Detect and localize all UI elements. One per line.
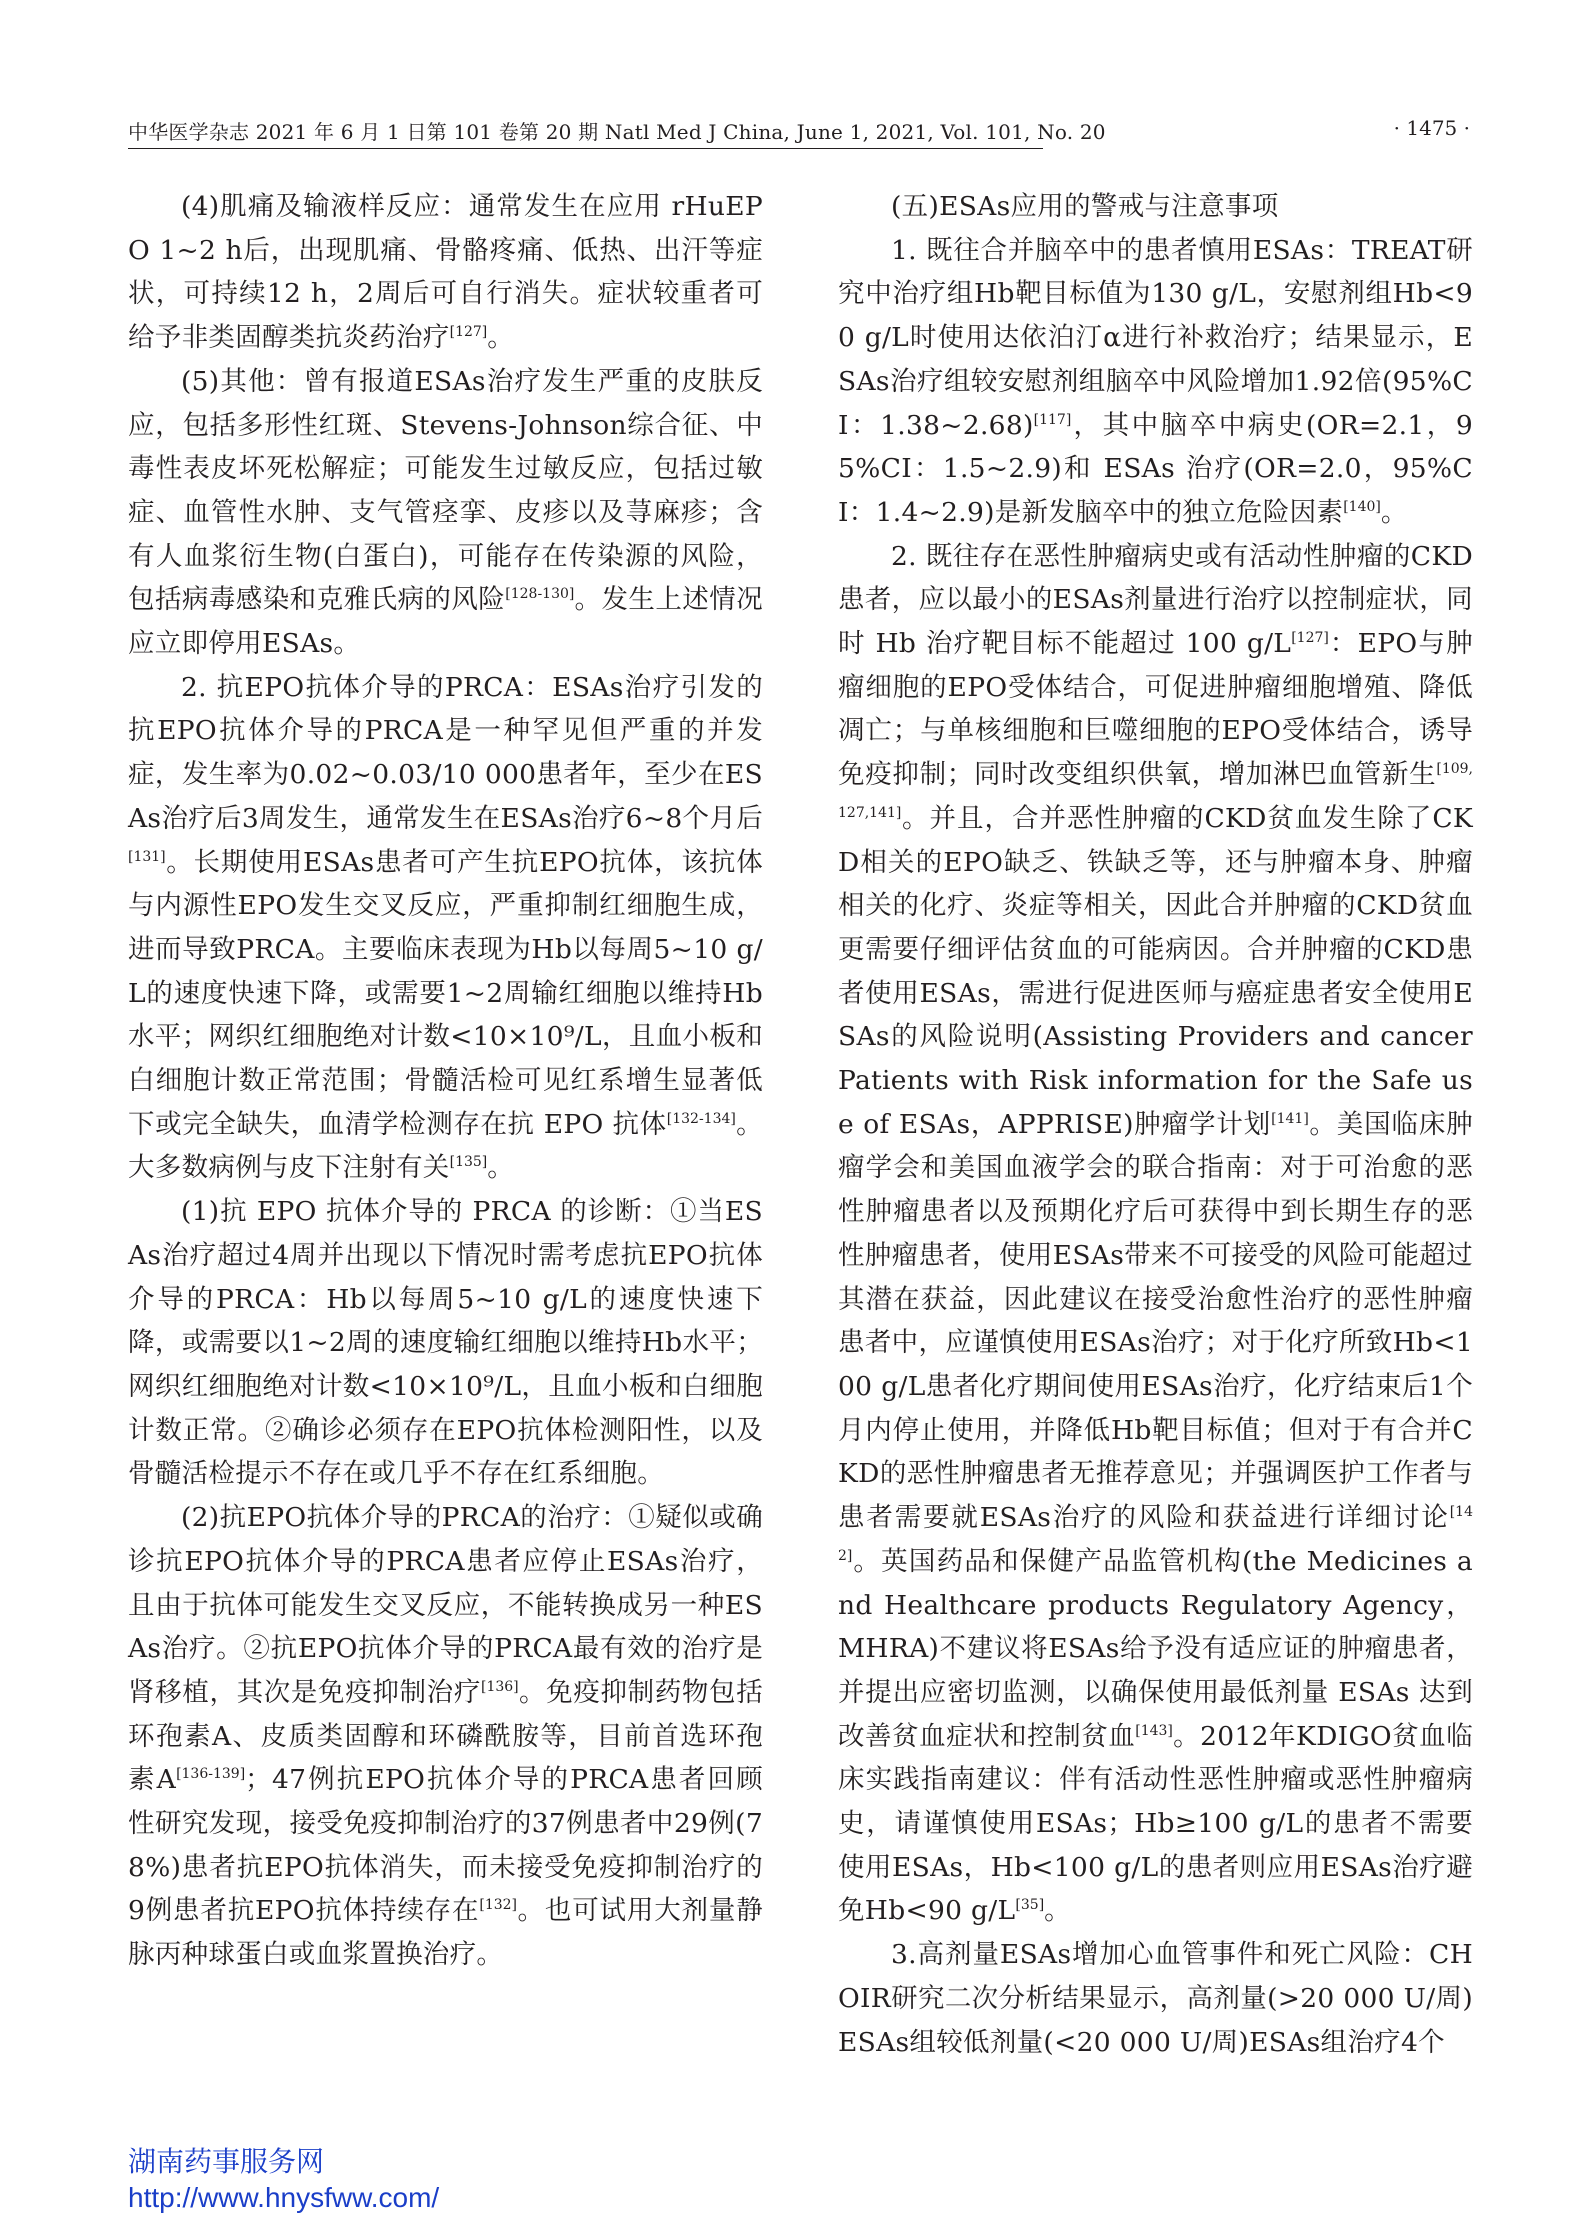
right-column [838,185,1473,2064]
citation: [136-139] [176,1766,246,1783]
page-number: · 1475 · [1393,116,1470,140]
running-header [128,112,1470,152]
citation: [109,127,141] [838,761,1473,822]
citation: [132] [479,1897,518,1914]
paragraph-stroke-caution: 1. 既往合并脑卒中的患者慎用ESAs：TREAT研究中治疗组Hb靶目标值为130 g/L，安慰剂组Hb<90 g/L时使用达依泊汀α进行补救治疗；结果显示，ESAs治疗组较安慰剂组脑卒中风险增加1.92倍(95%CI：1.38~2.68)[117]，其中脑卒中病史(OR=2.1，95%CI：1.5~2.9)和 ESAs 治疗(OR=2.0，95%CI：1.4~2.9)是新发脑卒中的独立危险因素[140]。 [838,234,1473,528]
paragraph-other-reactions: (5)其他：曾有报道ESAs治疗发生严重的皮肤反应，包括多形性红斑、Stevens-Johnson综合征、中毒性表皮坏死松解症；可能发生过敏反应，包括过敏症、血管性水肿、支气管痉挛、皮疹以及荨麻疹；含有人血浆衍生物(白蛋白)，可能存在传染源的风险，包括病毒感染和克雅氏病的风险[128-130]。发生上述情况应立即停用ESAs。 [128,365,764,660]
paragraph-high-dose-risk: 3.高剂量ESAs增加心血管事件和死亡风险：CHOIR研究二次分析结果显示，高剂量(>20 000 U/周)ESAs组较低剂量(<20 000 U/周)ESAs组治疗4个 [838,1939,1473,2058]
watermark-site-name: 湖南药事服务网 [128,2146,325,2177]
left-column [128,185,763,1977]
citation: [127] [1291,630,1329,647]
citation: [131] [128,848,166,865]
paragraph-myalgia: (4)肌痛及输液样反应：通常发生在应用 rHuEPO 1~2 h后，出现肌痛、骨骼疼痛、低热、出汗等症状，可持续12 h，2周后可自行消失。症状较重者可给予非类固醇类抗炎药治疗[127]。 [128,191,763,354]
citation: [117] [1033,411,1072,428]
citation: [135] [449,1154,488,1171]
paragraph-anti-epo-prca: 2. 抗EPO抗体介导的PRCA：ESAs治疗引发的抗EPO抗体介导的PRCA是一种罕见但严重的并发症，发生率为0.02~0.03/10 000患者年，至少在ESAs治疗后3周发生，通常发生在ESAs治疗6~8个月后[131]。长期使用ESAs患者可产生抗EPO抗体，该抗体与内源性EPO发生交叉反应，严重抑制红细胞生成，进而导致PRCA。主要临床表现为Hb以每周5~10 g/L的速度快速下降，或需要1~2周输红细胞以维持Hb水平；网织红细胞绝对计数<10×10⁹/L，且血小板和白细胞计数正常范围；骨髓活检可见红系增生显著低下或完全缺失，血清学检测存在抗 EPO 抗体[132-134]。大多数病例与皮下注射有关[135]。 [128,671,763,1184]
paragraph-malignancy: 2. 既往存在恶性肿瘤病史或有活动性肿瘤的CKD患者，应以最小的ESAs剂量进行治疗以控制症状，同时 Hb 治疗靶目标不能超过 100 g/L[127]：EPO与肿瘤细胞的EPO受体结合，可促进肿瘤细胞增殖、降低凋亡；与单核细胞和巨噬细胞的EPO受体结合，诱导免疫抑制；同时改变组织供氧，增加淋巴血管新生[109,127,141]。并且，合并恶性肿瘤的CKD贫血发生除了CKD相关的EPO缺乏、铁缺乏等，还与肿瘤本身、肿瘤相关的化疗、炎症等相关，因此合并肿瘤的CKD贫血更需要仔细评估贫血的可能病因。合并肿瘤的CKD患者使用ESAs，需进行促进医师与癌症患者安全使用ESAs的风险说明(Assisting Providers and cancer Patients with Risk information for the Safe use of ESAs，APPRISE)肿瘤学计划[141]。美国临床肿瘤学会和美国血液学会的联合指南：对于可治愈的恶性肿瘤患者以及预期化疗后可获得中到长期生存的恶性肿瘤患者，使用ESAs带来不可接受的风险可能超过其潜在获益，因此建议在接受治愈性治疗的恶性肿瘤患者中，应谨慎使用ESAs治疗；对于化疗所致Hb<100 g/L患者化疗期间使用ESAs治疗，化疗结束后1个月内停止使用，并降低Hb靶目标值；但对于有合并CKD的恶性肿瘤患者无推荐意见；并强调医护工作者与患者需要就ESAs治疗的风险和获益进行详细讨论[142]。英国药品和保健产品监管机构(the Medicines and Healthcare products Regulatory Agency，MHRA)不建议将ESAs给予没有适应证的肿瘤患者，并提出应密切监测，以确保使用最低剂量 ESAs 达到改善贫血症状和控制贫血[143]。2012年KDIGO贫血临床实践指南建议：伴有活动性恶性肿瘤或恶性肿瘤病史，请谨慎使用ESAs；Hb≥100 g/L的患者不需要使用ESAs，Hb<100 g/L的患者则应用ESAs治疗避免Hb<90 g/L[35]。 [838,540,1474,1927]
citation: [141] [1271,1110,1309,1127]
citation: [127] [449,324,488,341]
paragraph-prca-treatment: (2)抗EPO抗体介导的PRCA的治疗：①疑似或确诊抗EPO抗体介导的PRCA患者应停止ESAs治疗，且由于抗体可能发生交叉反应，不能转换成另一种ESAs治疗。②抗EPO抗体介导的PRCA最有效的治疗是肾移植，其次是免疫抑制治疗[136]。免疫抑制药物包括环孢素A、皮质类固醇和环磷酰胺等，目前首选环孢素A[136-139]；47例抗EPO抗体介导的PRCA患者回顾性研究发现，接受免疫抑制治疗的37例患者中29例(78%)患者抗EPO抗体消失，而未接受免疫抑制治疗的9例患者抗EPO抗体持续存在[132]。也可试用大剂量静脉丙种球蛋白或血浆置换治疗。 [128,1502,764,1971]
paragraph-prca-diagnosis: (1)抗 EPO 抗体介导的 PRCA 的诊断：①当ESAs治疗超过4周并出现以下情况时需考虑抗EPO抗体介导的PRCA：Hb以每周5~10 g/L的速度快速下降，或需要以1~2周的速度输红细胞以维持Hb水平；网织红细胞绝对计数<10×10⁹/L，且血小板和白细胞计数正常。②确诊必须存在EPO抗体检测阳性，以及骨髓活检提示不存在或几乎不存在红系细胞。 [128,1196,763,1490]
citation: [140] [1343,499,1381,516]
journal-citation: 中华医学杂志 2021 年 6 月 1 日第 101 卷第 20 期 Natl Med J China, June 1, 2021, Vol. 101, No. 20 [128,120,1106,144]
citation: [35] [1015,1897,1045,1914]
watermark-url[interactable]: http://www.hnysfww.com/ [128,2182,440,2213]
citation: [142] [838,1504,1473,1564]
watermark [128,2144,439,2216]
citation: [143] [1135,1722,1173,1739]
citation: [136] [480,1679,519,1696]
citation: [132-134] [666,1110,736,1127]
header-rule [128,148,1043,149]
citation: [128-130] [505,586,575,603]
section-heading: (五)ESAs应用的警戒与注意事项 [891,191,1279,222]
